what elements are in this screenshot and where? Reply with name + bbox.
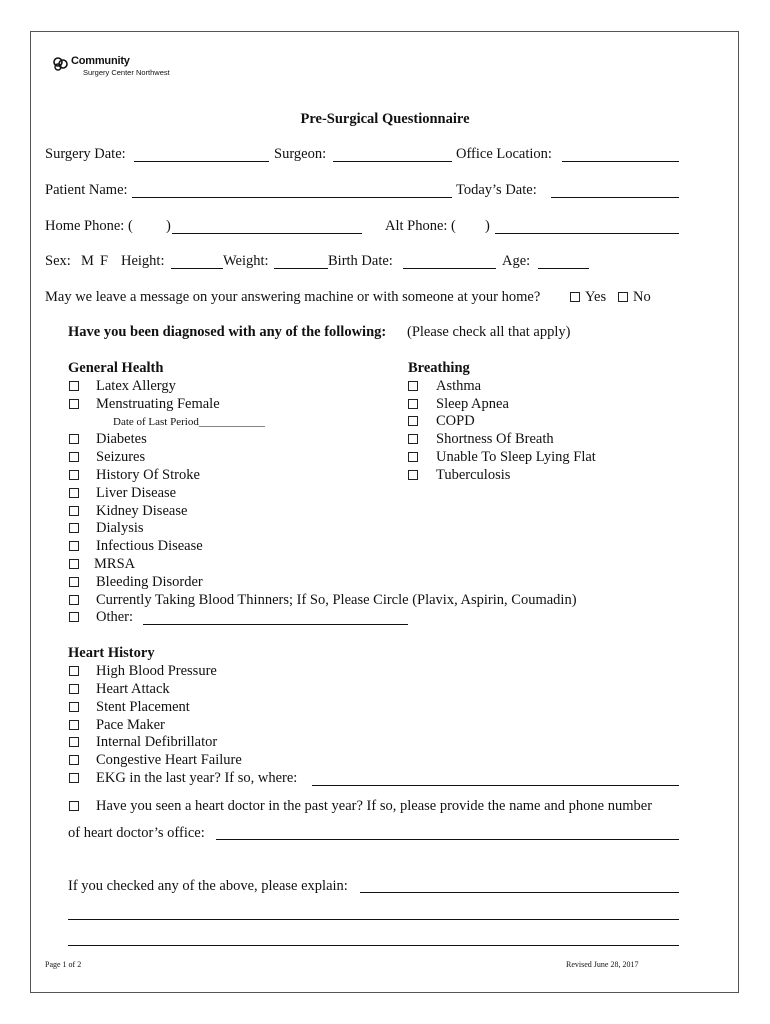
surgeon-label: Surgeon: bbox=[274, 146, 327, 162]
gh-item-label: Currently Taking Blood Thinners; If So, Please Circle (Plavix, Aspirin, Coumadin) bbox=[96, 592, 577, 608]
patient-name-field[interactable] bbox=[132, 197, 452, 198]
gh-checkbox[interactable] bbox=[69, 577, 79, 587]
alt-phone-paren: ) bbox=[485, 218, 490, 234]
gh-checkbox[interactable] bbox=[69, 541, 79, 551]
heart-doctor-question: Have you seen a heart doctor in the past year? If so, please provide the name and phone number bbox=[96, 798, 653, 814]
alt-phone-label: Alt Phone: ( bbox=[385, 218, 456, 234]
last-period-label: Date of Last Period____________ bbox=[113, 416, 265, 428]
weight-label: Weight: bbox=[223, 253, 269, 269]
explain-field-2[interactable] bbox=[68, 919, 679, 920]
br-item-label: Unable To Sleep Lying Flat bbox=[436, 449, 596, 465]
br-checkbox[interactable] bbox=[408, 452, 418, 462]
gh-item-label: Menstruating Female bbox=[96, 396, 220, 412]
gh-item-label: Diabetes bbox=[96, 431, 147, 447]
br-item-label: COPD bbox=[436, 413, 475, 429]
gh-checkbox[interactable] bbox=[69, 506, 79, 516]
gh-item-label: Liver Disease bbox=[96, 485, 177, 501]
logo-name: Community bbox=[71, 55, 130, 67]
gh-checkbox[interactable] bbox=[69, 523, 79, 533]
hh-checkbox[interactable] bbox=[69, 666, 79, 676]
alt-phone-field[interactable] bbox=[495, 233, 679, 234]
breathing-heading: Breathing bbox=[408, 360, 470, 376]
hh-item-label: Stent Placement bbox=[96, 699, 190, 715]
message-no-checkbox[interactable] bbox=[618, 292, 628, 302]
page-title: Pre-Surgical Questionnaire bbox=[300, 111, 470, 127]
hh-checkbox[interactable] bbox=[69, 773, 79, 783]
todays-date-field[interactable] bbox=[551, 197, 679, 198]
hh-item-label: Congestive Heart Failure bbox=[96, 752, 242, 768]
gh-item-label: History Of Stroke bbox=[96, 467, 200, 483]
sex-m-option[interactable]: M bbox=[81, 253, 94, 269]
gh-checkbox[interactable] bbox=[69, 399, 79, 409]
ekg-where-field[interactable] bbox=[312, 785, 679, 786]
hh-checkbox[interactable] bbox=[69, 755, 79, 765]
home-phone-paren: ) bbox=[166, 218, 171, 234]
hh-item-label: High Blood Pressure bbox=[96, 663, 217, 679]
hh-item-label: Heart Attack bbox=[96, 681, 170, 697]
home-phone-label: Home Phone: ( bbox=[45, 218, 133, 234]
br-checkbox[interactable] bbox=[408, 399, 418, 409]
message-yes-checkbox[interactable] bbox=[570, 292, 580, 302]
diagnosed-heading: Have you been diagnosed with any of the following: bbox=[68, 324, 387, 340]
other-field[interactable] bbox=[143, 624, 408, 625]
br-item-label: Shortness Of Breath bbox=[436, 431, 554, 447]
sex-f-option[interactable]: F bbox=[100, 253, 109, 269]
hh-checkbox[interactable] bbox=[69, 702, 79, 712]
gh-checkbox[interactable] bbox=[69, 559, 79, 569]
hh-checkbox[interactable] bbox=[69, 684, 79, 694]
birth-date-field[interactable] bbox=[403, 268, 496, 269]
sex-label: Sex: bbox=[45, 253, 71, 269]
gh-checkbox[interactable] bbox=[69, 434, 79, 444]
gh-item-label: MRSA bbox=[94, 556, 136, 572]
gh-checkbox[interactable] bbox=[69, 470, 79, 480]
br-checkbox[interactable] bbox=[408, 381, 418, 391]
gh-checkbox[interactable] bbox=[69, 452, 79, 462]
message-question: May we leave a message on your answering machine or with someone at your home? bbox=[45, 289, 541, 305]
gh-item-label: Other: bbox=[96, 609, 134, 625]
general-health-heading: General Health bbox=[68, 360, 164, 376]
heart-doctor-office-label: of heart doctor’s office: bbox=[68, 825, 205, 841]
age-field[interactable] bbox=[538, 268, 589, 269]
community-logo-icon bbox=[52, 56, 72, 72]
logo-subtitle: Surgery Center Northwest bbox=[83, 68, 170, 77]
gh-item-label: Latex Allergy bbox=[96, 378, 176, 394]
page-number: Page 1 of 2 bbox=[45, 960, 82, 969]
br-item-label: Tuberculosis bbox=[436, 467, 511, 483]
explain-field-1[interactable] bbox=[360, 892, 679, 893]
gh-checkbox[interactable] bbox=[69, 488, 79, 498]
br-item-label: Asthma bbox=[436, 378, 482, 394]
hh-item-label: EKG in the last year? If so, where: bbox=[96, 770, 298, 786]
height-label: Height: bbox=[121, 253, 165, 269]
hh-checkbox[interactable] bbox=[69, 720, 79, 730]
surgery-date-label: Surgery Date: bbox=[45, 146, 126, 162]
explain-label: If you checked any of the above, please explain: bbox=[68, 878, 348, 894]
br-item-label: Sleep Apnea bbox=[436, 396, 509, 412]
br-checkbox[interactable] bbox=[408, 416, 418, 426]
gh-item-label: Infectious Disease bbox=[96, 538, 203, 554]
heart-history-heading: Heart History bbox=[68, 645, 155, 661]
todays-date-label: Today’s Date: bbox=[456, 182, 537, 198]
revised-date: Revised June 28, 2017 bbox=[566, 960, 639, 969]
birth-date-label: Birth Date: bbox=[328, 253, 393, 269]
hh-item-label: Pace Maker bbox=[96, 717, 165, 733]
diagnosed-note: (Please check all that apply) bbox=[407, 324, 571, 340]
gh-item-label: Dialysis bbox=[96, 520, 144, 536]
gh-checkbox[interactable] bbox=[69, 381, 79, 391]
hh-checkbox[interactable] bbox=[69, 737, 79, 747]
patient-name-label: Patient Name: bbox=[45, 182, 128, 198]
br-checkbox[interactable] bbox=[408, 434, 418, 444]
gh-item-label: Bleeding Disorder bbox=[96, 574, 203, 590]
height-field[interactable] bbox=[171, 268, 223, 269]
gh-item-label: Seizures bbox=[96, 449, 146, 465]
age-label: Age: bbox=[502, 253, 531, 269]
surgeon-field[interactable] bbox=[333, 161, 452, 162]
heart-doctor-checkbox[interactable] bbox=[69, 801, 79, 811]
hh-item-label: Internal Defibrillator bbox=[96, 734, 218, 750]
message-no-label: No bbox=[633, 289, 651, 305]
surgery-date-field[interactable] bbox=[134, 161, 269, 162]
gh-checkbox[interactable] bbox=[69, 595, 79, 605]
explain-field-3[interactable] bbox=[68, 945, 679, 946]
gh-checkbox[interactable] bbox=[69, 612, 79, 622]
message-yes-label: Yes bbox=[585, 289, 607, 305]
gh-item-label: Kidney Disease bbox=[96, 503, 188, 519]
heart-doctor-office-field[interactable] bbox=[216, 839, 679, 840]
office-location-field[interactable] bbox=[562, 161, 679, 162]
weight-field[interactable] bbox=[274, 268, 328, 269]
office-location-label: Office Location: bbox=[456, 146, 552, 162]
home-phone-field[interactable] bbox=[172, 233, 362, 234]
br-checkbox[interactable] bbox=[408, 470, 418, 480]
